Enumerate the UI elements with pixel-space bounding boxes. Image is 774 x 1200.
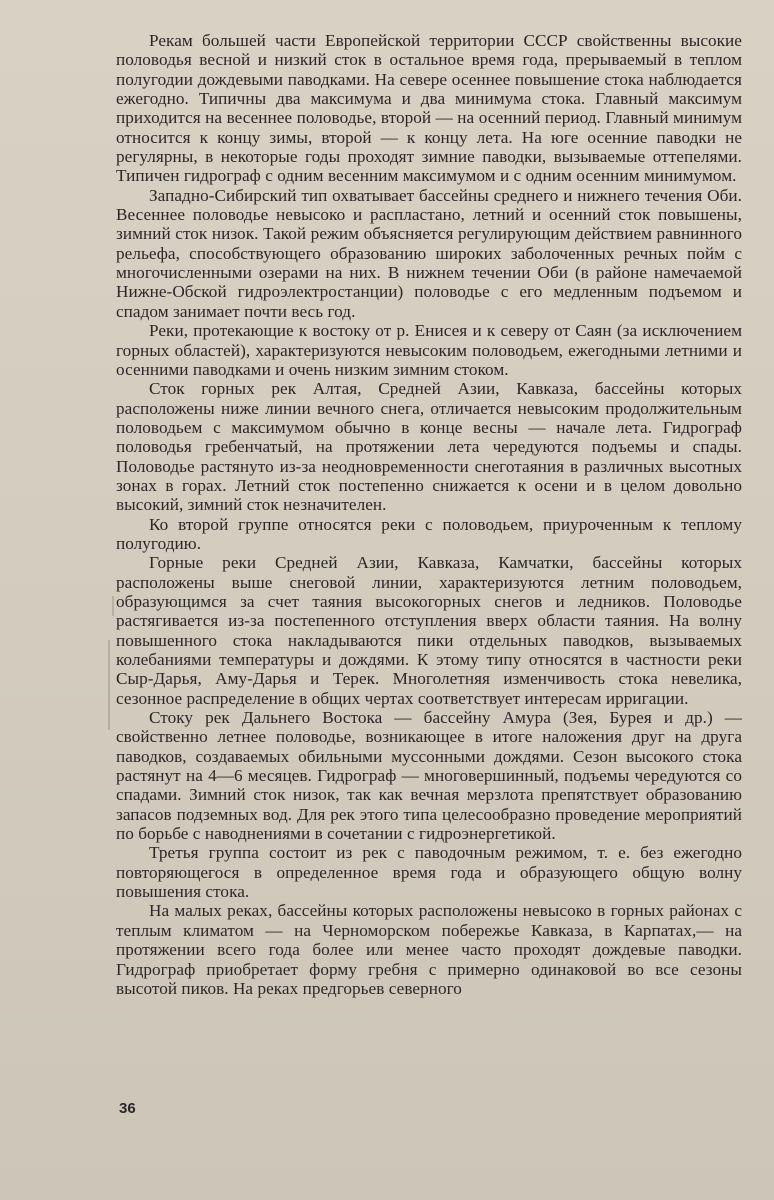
paragraph: Горные реки Средней Азии, Кавказа, Камчатки, бассейны которых расположены выше снеговой линии, характеризуются летним половодьем, образующимся за счет таяния высокогорных снегов и ледников. Половодье растягивается из-за постепенного отступления вверх области таяния. На волну повышенного стока накладываются пики отдельных паводков, вызываемых колебаниями температуры и дождями. К этому типу относятся в частности реки Сыр-Дарья, Аму-Дарья и Терек. Многолетняя изменчивость стока невелика, сезонное распределение в общих чертах соответствует интересам ирригации. [116,553,742,708]
paragraph: Стоку рек Дальнего Востока — бассейну Амура (Зея, Бурея и др.) — свойственно летнее половодье, возникающее в итоге наложения друг на друга паводков, создаваемых обильными муссонными дождями. Сезон высокого стока растянут на 4—6 месяцев. Гидрограф — многовершинный, подъемы чередуются со спадами. Зимний сток низок, так как вечная мерзлота препятствует образованию запасов подземных вод. Для рек этого типа целесообразно проведение мероприятий по борьбе с наводнениями в сочетании с гидроэнергетикой. [116,708,742,844]
page-body-text [116,31,742,998]
paragraph: Сток горных рек Алтая, Средней Азии, Кавказа, бассейны которых расположены ниже линии вечного снега, отличается невысоким продолжительным половодьем с максимумом обычно в конце весны — начале лета. Гидрограф половодья гребенчатый, на протяжении лета чередуются подъемы и спады. Половодье растянуто из-за неодновременности снеготаяния в различных высотных зонах в горах. Летний сток постепенно снижается к осени и в целом довольно высокий, зимний сток незначителен. [116,379,742,515]
paragraph: Западно-Сибирский тип охватывает бассейны среднего и нижнего течения Оби. Весеннее половодье невысоко и распластано, летний и осенний сток повышены, зимний сток низок. Такой режим объясняется регулирующим действием равнинного рельефа, способствующего образованию широких заболоченных речных пойм с многочисленными озерами на них. В нижнем течении Оби (в районе намечаемой Нижне-Обской гидроэлектростанции) половодье с его медленным подъемом и спадом занимает почти весь год. [116,185,742,321]
paragraph: Ко второй группе относятся реки с половодьем, приуроченным к теплому полугодию. [116,514,742,553]
page-number: 36 [119,1100,136,1117]
paragraph: На малых реках, бассейны которых расположены невысоко в горных районах с теплым климатом — на Черноморском побережье Кавказа, в Карпатах,— на протяжении всего года более или менее часто проходят дождевые паводки. Гидрограф приобретает форму гребня с примерно одинаковой во все сезоны высотой пиков. На реках предгорьев северного [116,901,742,998]
paragraph: Рекам большей части Европейской территории СССР свойственны высокие половодья весной и низкий сток в остальное время года, прерываемый в теплом полугодии дождевыми паводками. На севере осеннее повышение стока наблюдается ежегодно. Типичны два максимума и два минимума стока. Главный максимум приходится на весеннее половодье, второй — на осенний период. Главный минимум относится к концу зимы, второй — к концу лета. На юге осенние паводки не регулярны, в некоторые годы проходят зимние паводки, вызываемые оттепелями. Типичен гидрограф с одним весенним максимумом и с одним осенним минимумом. [116,31,742,186]
paragraph: Третья группа состоит из рек с паводочным режимом, т. е. без ежегодно повторяющегося в определенное время года и образующего общую волну повышения стока. [116,843,742,902]
paragraph: Реки, протекающие к востоку от р. Енисея и к северу от Саян (за исключением горных областей), характеризуются невысоким половодьем, ежегодными летними и осенними паводками и очень низким зимним стоком. [116,321,742,379]
margin-pencil-mark [108,640,110,730]
margin-pencil-mark [112,596,114,616]
